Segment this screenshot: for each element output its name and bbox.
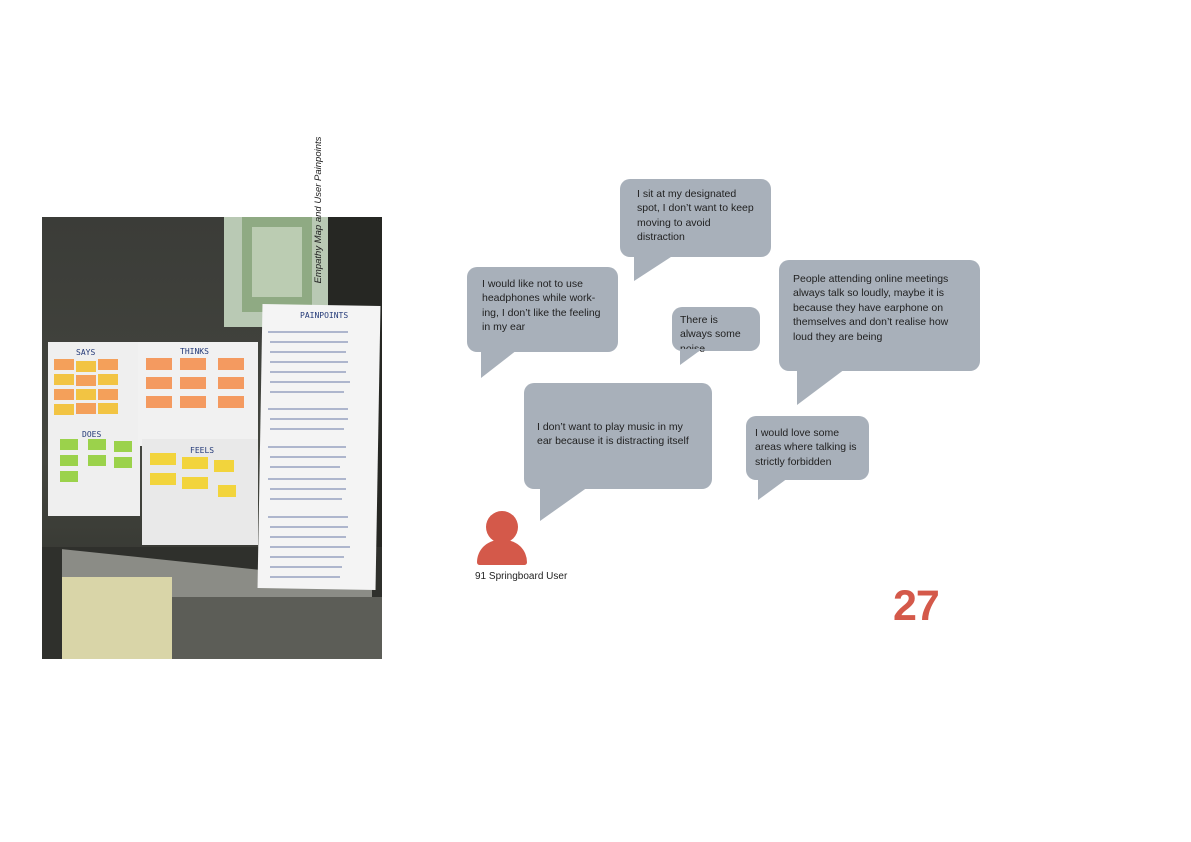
thinks-sticky-notes (146, 358, 244, 408)
photo-caption: Empathy Map and User Painpoints (313, 136, 324, 284)
bubble-tail (634, 255, 674, 281)
page-number: 27 (893, 582, 939, 630)
user-icon-body (477, 540, 527, 565)
quote-bubble-music (524, 383, 712, 489)
user-icon-head (486, 511, 518, 543)
quote-bubble-headphones (467, 267, 618, 352)
empathy-map-photo (42, 217, 382, 659)
does-heading: DOES (82, 430, 102, 439)
bubble-tail (797, 369, 845, 405)
quote-text: I would love some areas where talking is strictly forbidden (755, 427, 857, 468)
quote-bubble-quiet-areas (746, 416, 869, 480)
bubble-tail (758, 478, 788, 500)
quote-text: I sit at my designated spot, I don’t want to keep moving to avoid distraction (637, 188, 754, 244)
bubble-tail (481, 350, 517, 378)
quote-bubble-always-noise (672, 307, 760, 355)
quote-bubble-online-meetings (779, 260, 980, 371)
feels-heading: FEELS (190, 446, 215, 455)
persona-label: 91 Springboard User (475, 571, 568, 582)
quote-bubble-designated-spot (620, 179, 771, 257)
bubble-tail (540, 487, 588, 521)
empathy-map-wall-illustration (42, 217, 382, 659)
thinks-heading: THINKS (180, 347, 209, 356)
bubble-tail (680, 349, 702, 365)
quote-text: I would like not to use headphones while work-ing, I don’t like the feeling in my ear (482, 278, 601, 334)
painpoints-heading: PAINPOINTS (300, 311, 349, 320)
quote-text: There is always some noise (680, 314, 741, 355)
quote-text: I don’t want to play music in my ear because it is distracting itself (537, 421, 689, 448)
quote-text: People attending online meetings always talk so loudly, maybe it is because they have earphone on themselves and don’t realise how loud they are being (793, 273, 949, 343)
says-heading: SAYS (76, 348, 96, 357)
